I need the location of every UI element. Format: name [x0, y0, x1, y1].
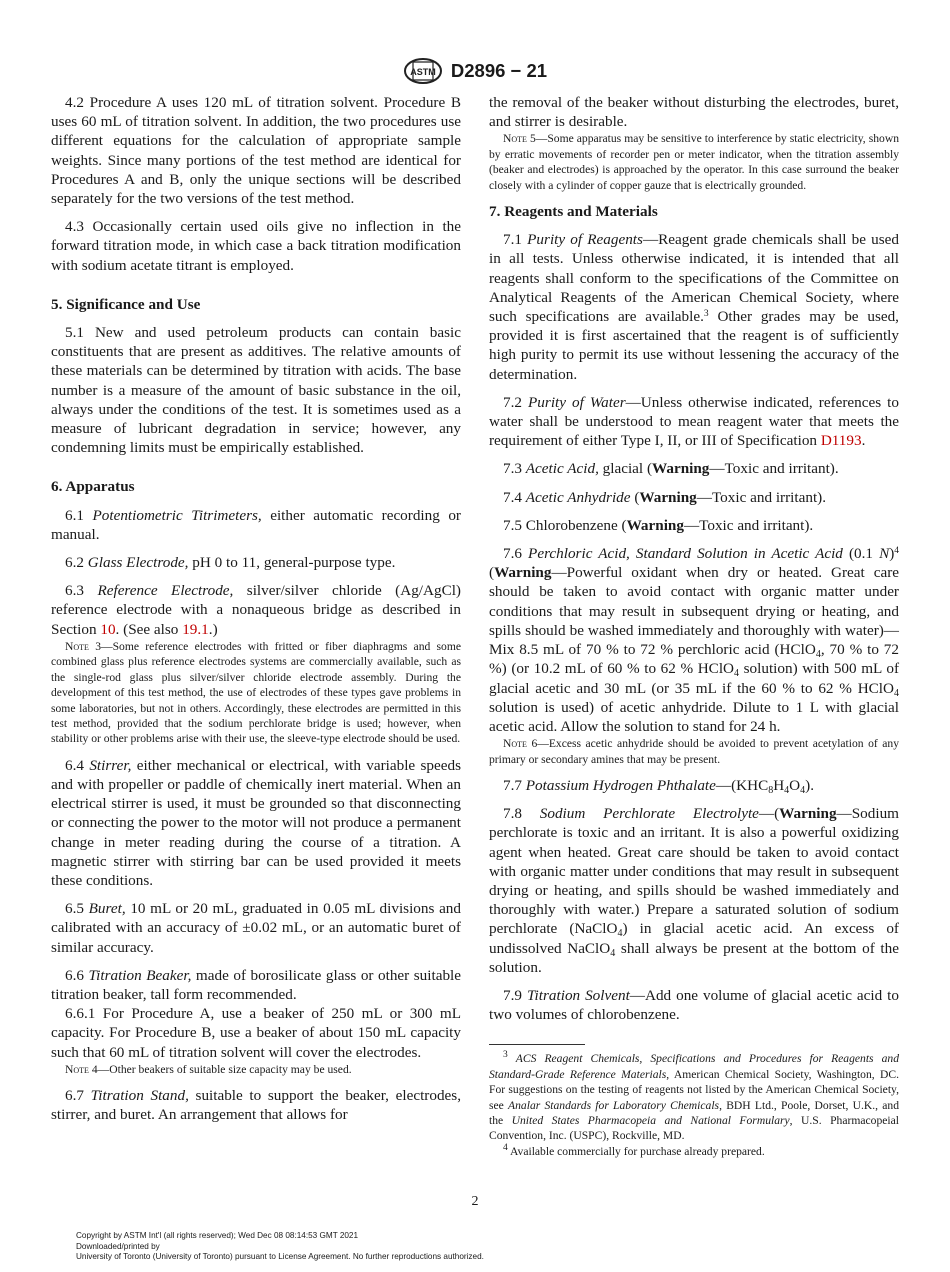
- d1193-link[interactable]: D1193: [820, 432, 862, 450]
- paragraph-6-5: 6.5 Buret, 10 mL or 20 mL, graduated in 0.05 mL divisions and calibrated with an accuracy of ±0.02 mL, or an automatic buret of similar accuracy.: [51, 900, 461, 956]
- footer-line-1: Copyright by ASTM Int'l (all rights reserved); Wed Dec 08 08:14:53 GMT 2021: [76, 1231, 359, 1240]
- note-3: Note 3—Some reference electrodes with fritted or fiber diaphragms and some combined glass plus reference electrodes systems are commercially available, such as the single-rod glass plus silver/silver chloride electrode assembly. During the development of this test method, the use of electrodes of these types gave problems in some laboratories, but not in others. Accordingly, these electrodes are permitted in this test method, provided that the sodium perchlorate bridge is used; however, when stability or other problems arise with their use, the sleeve-type electrode should be used.: [51, 639, 461, 746]
- document-id: D2896 − 21: [450, 60, 548, 81]
- footer-line-3: University of Toronto (University of Toronto) pursuant to License Agreement. No further reproductions authorized.: [76, 1252, 484, 1262]
- right-column: [489, 93, 899, 1159]
- paragraph-7-3: 7.3 Acetic Acid, glacial (Warning—Toxic and irritant).: [503, 460, 839, 478]
- note-4: Note 4—Other beakers of suitable size capacity may be used.: [65, 1062, 352, 1076]
- footer-line-2: Downloaded/printed by: [76, 1241, 160, 1251]
- paragraph-6-6-1: 6.6.1 For Procedure A, use a beaker of 250 mL or 300 mL capacity. For Procedure B, use a beaker of about 150 mL capacity such that 60 mL of titration solvent will cover the electrodes.: [51, 1005, 461, 1061]
- paragraph-7-9: 7.9 Titration Solvent—Add one volume of glacial acetic acid to two volumes of chlorobenzene.: [489, 986, 899, 1024]
- page-number: 2: [471, 1194, 479, 1209]
- footnote-ref-4[interactable]: 4: [894, 546, 900, 557]
- footnote-ref-3[interactable]: 3: [703, 309, 709, 320]
- page-header: [0, 57, 950, 85]
- paragraph-5-1: 5.1 New and used petroleum products can contain basic constituents that are present as additives. The relative amounts of these materials can be determined by titration with acids. The base number is a measure of the amount of basic substance in the oil, always under the conditions of the test. It is sometimes used as a measure of lubricant degradation in service; however, any condemning limits must be empirically established.: [51, 324, 461, 457]
- section-19-1-link[interactable]: 19.1: [182, 620, 209, 638]
- paragraph-6-4: 6.4 Stirrer, either mechanical or electrical, with variable speeds and with propeller or paddle of chemically inert material. When an electrical stirrer is used, it must be grounded so that disconnecting or connecting the power to the motor will not produce a permanent change in meter reading during the course of a titration. A magnetic stirrer with stirring bar can be used provided it meets these conditions.: [51, 756, 461, 889]
- paragraph-6-6: 6.6 Titration Beaker, made of borosilicate glass or other suitable titration beaker, tall form recommended.: [51, 966, 462, 1003]
- paragraph-4-3: 4.3 Occasionally certain used oils give no inflection in the forward titration mode, in which case a back titration modification with sodium acetate titrant is employed.: [51, 218, 461, 274]
- section-10-link[interactable]: 10: [100, 620, 116, 638]
- paragraph-4-2: 4.2 Procedure A uses 120 mL of titration solvent. Procedure B uses 60 mL of titration solvent. In addition, the two procedures use different equations for the calculation of appropriate sample weights. Since many portions of the test method are identical for Procedures A and B, only the unique sections will be described separately for the two versions of the test method.: [51, 94, 461, 208]
- section-5-heading: 5. Significance and Use: [51, 295, 201, 313]
- section-7-heading: 7. Reagents and Materials: [489, 203, 658, 221]
- note-6: Note 6—Excess acetic anhydride should be avoided to prevent acetylation of any primary or secondary amines that may be present.: [489, 737, 899, 766]
- footnote-3: $^3$ ACS Reagent Chemicals, Specifications and Procedures for Reagents and Standard-Grade Reference Materials, American Chemical Society, Washington, DC. For suggestions on the testing of reagents not listed by the American Chemical Society, see Analar Standards for Laboratory Chemicals, BDH Ltd., Poole, Dorset, U.K., and the United States Pharmacopeia and National Formulary, U.S. Pharmacopeial Convention, Inc. (USPC), Rockville, MD.: [489, 1050, 899, 1143]
- note-5: Note 5—Some apparatus may be sensitive to interference by static electricity, shown by erratic movements of recorder pen or meter indicator, when the titration assembly (beaker and electrodes) is approached by the operator. In this case surround the beaker closely with a cylinder of copper gauze that is electrically grounded.: [489, 132, 899, 192]
- paragraph-6-1: 6.1 Potentiometric Titrimeters, either automatic recording or manual.: [51, 506, 461, 543]
- paragraph-6-7: 6.7 Titration Stand, suitable to support the beaker, electrodes, stirrer, and buret. An arrangement that allows for: [51, 1087, 461, 1124]
- paragraph-6-7-continued: the removal of the beaker without disturbing the electrodes, buret, and stirrer is desirable.: [489, 94, 899, 131]
- svg-text:ASTM: ASTM: [410, 67, 436, 77]
- paragraph-7-8: 7.8 Sodium Perchlorate Electrolyte—(Warning—Sodium perchlorate is toxic and an irritant. It is also a powerful oxidizing agent when heated. Great care should be taken to avoid contact with organic matter under conditions that may result in subsequent drying or heating, and spills should be washed immediately and thoroughly with water.) Prepare a saturated solution of sodium perchlorate (NaClO$_4$) in glacial acetic acid. An excess of undissolved NaClO$_4$ shall always be present at the bottom of the solution.: [489, 805, 899, 976]
- paragraph-7-1: 7.1 Purity of Reagents—Reagent grade chemicals shall be used in all tests. Unless otherwise indicated, it is intended that all reagents shall conform to the specifications of the Committee on Analytical Reagents of the American Chemical Society, where such specifications are available.$^3$ Other grades may be used, provided it is first ascertained that the reagent is of sufficiently high purity to permit its use without lessening the accuracy of the determination.: [489, 231, 900, 383]
- paragraph-7-2: 7.2 Purity of Water—Unless otherwise indicated, references to water shall be understood to mean reagent water that meets the requirement of either Type I, II, or III of Specification D1193.: [489, 393, 899, 450]
- copyright-footer: [76, 1231, 484, 1263]
- left-column: [51, 93, 461, 1125]
- footnote-divider: [489, 1044, 585, 1045]
- paragraph-7-7: 7.7 Potassium Hydrogen $Phthalate—(KHC_8H_4O_4)$.: [503, 776, 814, 796]
- section-6-heading: 6. Apparatus: [51, 478, 135, 496]
- paragraph-6-3: 6.3 Reference Electrode, silver/silver chloride (Ag/AgCl) reference electrode with a nonaqueous bridge as described in Section 10. (See also 19.1.): [51, 582, 461, 638]
- paragraph-7-4: 7.4 Acetic Anhydride (Warning—Toxic and irritant).: [503, 488, 827, 506]
- paragraph-7-5: 7.5 Chlorobenzene (Warning—Toxic and irritant).: [503, 516, 814, 534]
- astm-logo: [403, 57, 443, 85]
- paragraph-6-2: 6.2 Glass Electrode, pH 0 to 11, general-purpose type.: [65, 554, 396, 572]
- paragraph-7-6: 7.6 Perchloric Acid, Standard Solution in Acetic Acid (0.1 N)$^4$ (Warning—Powerful oxidant when dry or heated. Great care should be taken to avoid contact with organic matter under conditions that may result in subsequent drying or heating, and spills should be washed immediately and thoroughly with water)—Mix 8.5 mL of 70 % to 72 % perchloric acid (HClO$_4$, 70 % to 72 %) (or 10.2 mL of 60 % to 62 % HClO$_4$ solution) with 500 mL of glacial acetic and 30 mL (or 35 mL if the 60 % to 62 % HClO$_4$ solution is used) of acetic anhydride. Dilute to 1 L with glacial acetic acid. Allow the solution to stand for 24 h.: [489, 545, 900, 735]
- footnote-4: $^4$ Available commercially for purchase already prepared.: [503, 1142, 765, 1158]
